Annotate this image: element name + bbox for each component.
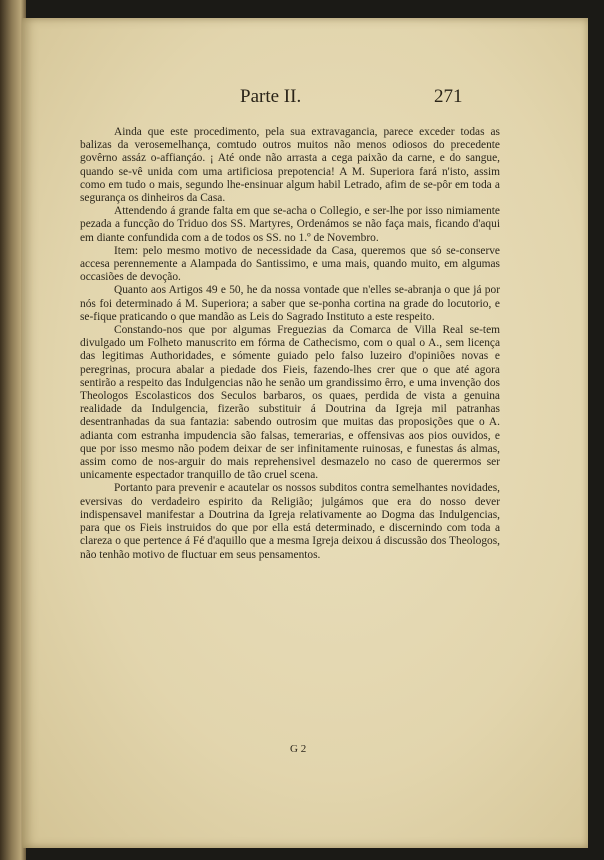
signature-mark: G 2 bbox=[290, 743, 307, 755]
paragraph: Portanto para prevenir e acautelar os nossos subditos contra semelhantes novidades, eversivas do verdadeiro espirito da Religião; julgámos que era do nosso dever indispensavel manifestar a Doutrina da Igreja relativamente ao Dogma das Indulgencias, para que os Fieis instruidos do que por ella está determinado, e discernindo com toda a clareza o que pertence á Fé d'aquillo que a mesma Igreja deixou á discussão dos Theologos, não tenhão motivo de fluctuar em seus pensamentos. bbox=[80, 482, 500, 561]
book-page bbox=[22, 18, 588, 848]
running-head: Parte II. bbox=[240, 86, 302, 107]
paragraph: Constando-nos que por algumas Freguezias da Comarca de Villa Real se-tem divulgado um Folheto manuscrito em fórma de Cathecismo, com o qual o A., sem licença das legitimas Authoridades, e sómente guiado pelo falso luzeiro d'opiniões novas e peregrinas, procura abalar a piedade dos Fieis, fazendo-lhes crer que o que até agora sentirão a respeito das Indulgencias não he senão um grandissimo êrro, e uma invenção dos Theologos Escolasticos dos Seculos barbaros, os quaes, perdida de vista a genuina realidade da Indulgencia, fizerão substituir á Doutrina da Igreja mil patranhas desentranhadas da sua fantazia: sabendo outrosim que muitas das proposições que o A. adianta com estranha impudencia são falsas, temerarias, e offensivas aos pios ouvidos, e que por isso mesmo não podem deixar de ser infinitamente ruinosas, e funestas ás almas, assim como de nos-arguir do mais reprehensivel desmazelo no caso de querermos ser unicamente espectador tranquillo de tão cruel scena. bbox=[80, 324, 500, 482]
page-number: 271 bbox=[434, 86, 463, 107]
paragraph: Quanto aos Artigos 49 e 50, he da nossa vontade que n'elles se-abranja o que já por nós foi determinado á M. Superiora; a saber que se-ponha cortina na grade do locutorio, e se-fique praticando o que mandão as Leis do Sagrado Instituto a este respeito. bbox=[80, 284, 500, 323]
body-text bbox=[80, 126, 500, 562]
page-header bbox=[22, 86, 588, 116]
paragraph: Ainda que este procedimento, pela sua extravagancia, parece exceder todas as balizas da verosemelhança, comtudo outros muitos não menos odiosos do precedente govêrno assáz o-affiançáo. ¡ Até onde não arrasta a cega paixão da carne, e do sangue, quando se-vê unida com uma artificiosa prepotencia! A M. Superiora fará n'isto, assim como em tudo o mais, segundo lhe-ensinuar algum habil Letrado, afim de se-pôr em toda a segurança os dinheiros da Casa. bbox=[80, 126, 500, 205]
paragraph: Item: pelo mesmo motivo de necessidade da Casa, queremos que só se-conserve accesa perennemente a Alampada do Santissimo, e uma mais, quando muito, em algumas occasiões de devoção. bbox=[80, 244, 500, 284]
paragraph: Attendendo á grande falta em que se-acha o Collegio, e ser-lhe por isso nimiamente pezada a funcção do Triduo dos SS. Martyres, Ordenámos se não faça mais, ficando d'aqui em diante confundida com a de todos os SS. no 1.º de Novembro. bbox=[80, 205, 500, 244]
